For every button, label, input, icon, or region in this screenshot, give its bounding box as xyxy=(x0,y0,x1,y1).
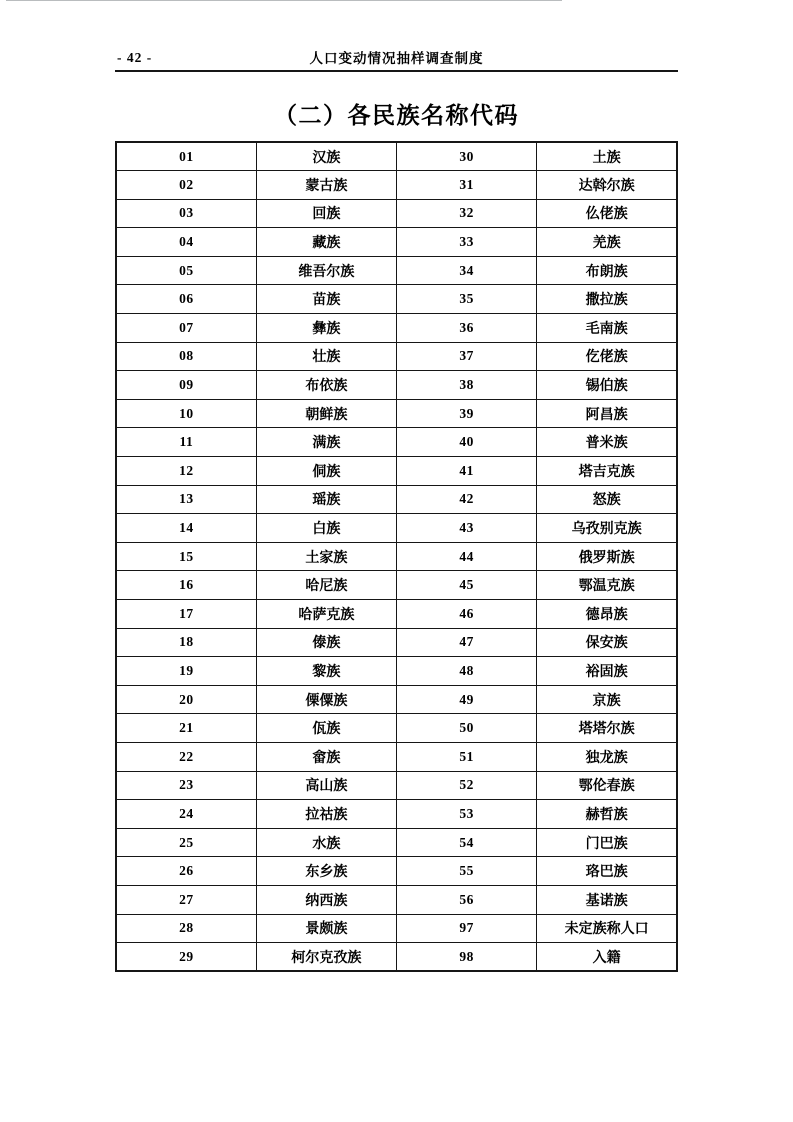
table-row xyxy=(116,771,677,800)
code-cell: 36 xyxy=(397,314,537,343)
code-cell: 06 xyxy=(116,285,256,314)
ethnic-name-cell: 哈尼族 xyxy=(256,571,396,600)
page-header xyxy=(115,48,678,72)
table-row xyxy=(116,428,677,457)
ethnic-name-cell: 佤族 xyxy=(256,714,396,743)
code-cell: 45 xyxy=(397,571,537,600)
ethnic-name-cell: 布朗族 xyxy=(537,256,677,285)
ethnic-name-cell: 羌族 xyxy=(537,228,677,257)
ethnic-name-cell: 基诺族 xyxy=(537,885,677,914)
ethnic-name-cell: 乌孜别克族 xyxy=(537,514,677,543)
ethnic-name-cell: 柯尔克孜族 xyxy=(256,943,396,972)
code-cell: 98 xyxy=(397,943,537,972)
ethnic-name-cell: 苗族 xyxy=(256,285,396,314)
ethnic-name-cell: 东乡族 xyxy=(256,857,396,886)
code-cell: 11 xyxy=(116,428,256,457)
code-cell: 08 xyxy=(116,342,256,371)
ethnic-name-cell: 达斡尔族 xyxy=(537,171,677,200)
code-cell: 29 xyxy=(116,943,256,972)
table-row xyxy=(116,371,677,400)
page-number: - 42 - xyxy=(117,50,153,65)
ethnic-name-cell: 塔吉克族 xyxy=(537,457,677,486)
ethnic-name-cell: 仫佬族 xyxy=(537,199,677,228)
table-row xyxy=(116,542,677,571)
table-row xyxy=(116,228,677,257)
code-cell: 48 xyxy=(397,657,537,686)
code-cell: 30 xyxy=(397,142,537,171)
code-cell: 35 xyxy=(397,285,537,314)
code-cell: 54 xyxy=(397,828,537,857)
code-cell: 04 xyxy=(116,228,256,257)
ethnic-name-cell: 入籍 xyxy=(537,943,677,972)
ethnic-name-cell: 汉族 xyxy=(256,142,396,171)
ethnic-name-cell: 门巴族 xyxy=(537,828,677,857)
code-cell: 44 xyxy=(397,542,537,571)
code-cell: 25 xyxy=(116,828,256,857)
code-cell: 21 xyxy=(116,714,256,743)
code-cell: 49 xyxy=(397,685,537,714)
table-row xyxy=(116,285,677,314)
ethnic-name-cell: 藏族 xyxy=(256,228,396,257)
code-cell: 52 xyxy=(397,771,537,800)
table-row xyxy=(116,256,677,285)
code-cell: 50 xyxy=(397,714,537,743)
code-cell: 14 xyxy=(116,514,256,543)
code-cell: 42 xyxy=(397,485,537,514)
ethnic-name-cell: 保安族 xyxy=(537,628,677,657)
ethnic-name-cell: 京族 xyxy=(537,685,677,714)
ethnic-name-cell: 土族 xyxy=(537,142,677,171)
code-cell: 27 xyxy=(116,885,256,914)
ethnic-name-cell: 布依族 xyxy=(256,371,396,400)
ethnic-name-cell: 高山族 xyxy=(256,771,396,800)
code-cell: 15 xyxy=(116,542,256,571)
ethnic-name-cell: 赫哲族 xyxy=(537,800,677,829)
ethnic-name-cell: 俄罗斯族 xyxy=(537,542,677,571)
code-cell: 40 xyxy=(397,428,537,457)
code-cell: 20 xyxy=(116,685,256,714)
table-row xyxy=(116,171,677,200)
code-cell: 01 xyxy=(179,148,194,164)
ethnic-name-cell: 普米族 xyxy=(537,428,677,457)
code-cell: 17 xyxy=(116,600,256,629)
ethnic-name-cell: 蒙古族 xyxy=(256,171,396,200)
ethnic-name-cell: 回族 xyxy=(256,199,396,228)
code-cell: 47 xyxy=(397,628,537,657)
ethnic-name-cell: 景颇族 xyxy=(256,914,396,943)
ethnic-name-cell: 满族 xyxy=(256,428,396,457)
table-row xyxy=(116,657,677,686)
code-cell: 46 xyxy=(397,600,537,629)
ethnic-name-cell: 畲族 xyxy=(256,742,396,771)
ethnic-name-cell: 撒拉族 xyxy=(537,285,677,314)
ethnic-name-cell: 毛南族 xyxy=(537,314,677,343)
ethnic-name-cell: 傣族 xyxy=(256,628,396,657)
code-cell: 07 xyxy=(116,314,256,343)
code-cell: 05 xyxy=(116,256,256,285)
section-title: （二）各民族名称代码 xyxy=(274,103,519,128)
code-cell: 53 xyxy=(397,800,537,829)
code-cell: 37 xyxy=(397,342,537,371)
code-cell: 43 xyxy=(397,514,537,543)
table-row xyxy=(116,314,677,343)
table-row xyxy=(116,457,677,486)
code-cell: 16 xyxy=(116,571,256,600)
ethnic-name-cell: 纳西族 xyxy=(256,885,396,914)
table-row xyxy=(116,399,677,428)
ethnic-name-cell: 锡伯族 xyxy=(537,371,677,400)
code-cell: 55 xyxy=(397,857,537,886)
table-row xyxy=(116,828,677,857)
code-cell: 13 xyxy=(116,485,256,514)
table-row xyxy=(116,857,677,886)
ethnic-name-cell: 壮族 xyxy=(256,342,396,371)
code-cell: 39 xyxy=(397,399,537,428)
ethnic-name-cell: 鄂伦春族 xyxy=(537,771,677,800)
table-row xyxy=(116,800,677,829)
code-cell: 12 xyxy=(116,457,256,486)
code-cell: 38 xyxy=(397,371,537,400)
table-row xyxy=(116,685,677,714)
ethnic-name-cell: 仡佬族 xyxy=(537,342,677,371)
ethnic-codes-table xyxy=(115,141,678,972)
code-cell: 31 xyxy=(397,171,537,200)
code-cell: 34 xyxy=(397,256,537,285)
ethnic-codes-table-body xyxy=(116,142,677,971)
table-row xyxy=(116,142,677,171)
code-cell: 23 xyxy=(116,771,256,800)
ethnic-name-cell: 黎族 xyxy=(256,657,396,686)
table-row xyxy=(116,485,677,514)
ethnic-name-cell: 维吾尔族 xyxy=(256,256,396,285)
table-row xyxy=(116,714,677,743)
ethnic-name-cell: 塔塔尔族 xyxy=(537,714,677,743)
code-cell: 97 xyxy=(397,914,537,943)
code-cell: 41 xyxy=(397,457,537,486)
ethnic-name-cell: 朝鲜族 xyxy=(256,399,396,428)
ethnic-name-cell: 侗族 xyxy=(256,457,396,486)
table-row xyxy=(116,885,677,914)
code-cell: 03 xyxy=(116,199,256,228)
ethnic-name-cell: 珞巴族 xyxy=(537,857,677,886)
ethnic-name-cell: 阿昌族 xyxy=(537,399,677,428)
ethnic-name-cell: 水族 xyxy=(256,828,396,857)
ethnic-name-cell: 未定族称人口 xyxy=(537,914,677,943)
ethnic-name-cell: 独龙族 xyxy=(537,742,677,771)
ethnic-name-cell: 彝族 xyxy=(256,314,396,343)
ethnic-name-cell: 瑶族 xyxy=(256,485,396,514)
ethnic-name-cell: 白族 xyxy=(256,514,396,543)
ethnic-name-cell: 鄂温克族 xyxy=(537,571,677,600)
table-row xyxy=(116,342,677,371)
table-row xyxy=(116,600,677,629)
code-cell: 18 xyxy=(116,628,256,657)
code-cell: 22 xyxy=(116,742,256,771)
code-cell: 28 xyxy=(116,914,256,943)
table-row xyxy=(116,943,677,972)
code-cell: 02 xyxy=(116,171,256,200)
ethnic-name-cell: 傈僳族 xyxy=(256,685,396,714)
table-row xyxy=(116,199,677,228)
table-row xyxy=(116,914,677,943)
code-cell: 26 xyxy=(116,857,256,886)
ethnic-name-cell: 土家族 xyxy=(256,542,396,571)
code-cell: 33 xyxy=(397,228,537,257)
code-cell: 32 xyxy=(397,199,537,228)
ethnic-name-cell: 怒族 xyxy=(537,485,677,514)
code-cell: 10 xyxy=(116,399,256,428)
ethnic-name-cell: 哈萨克族 xyxy=(256,600,396,629)
ethnic-name-cell: 拉祜族 xyxy=(256,800,396,829)
ethnic-name-cell: 裕固族 xyxy=(537,657,677,686)
code-cell: 19 xyxy=(116,657,256,686)
code-cell: 09 xyxy=(116,371,256,400)
code-cell: 51 xyxy=(397,742,537,771)
table-row xyxy=(116,742,677,771)
table-row xyxy=(116,571,677,600)
table-row xyxy=(116,628,677,657)
code-cell: 24 xyxy=(116,800,256,829)
table-row xyxy=(116,514,677,543)
running-header-title: 人口变动情况抽样调查制度 xyxy=(309,51,484,66)
ethnic-name-cell: 德昂族 xyxy=(537,600,677,629)
page-top-edge-line xyxy=(6,0,562,1)
code-cell: 56 xyxy=(397,885,537,914)
